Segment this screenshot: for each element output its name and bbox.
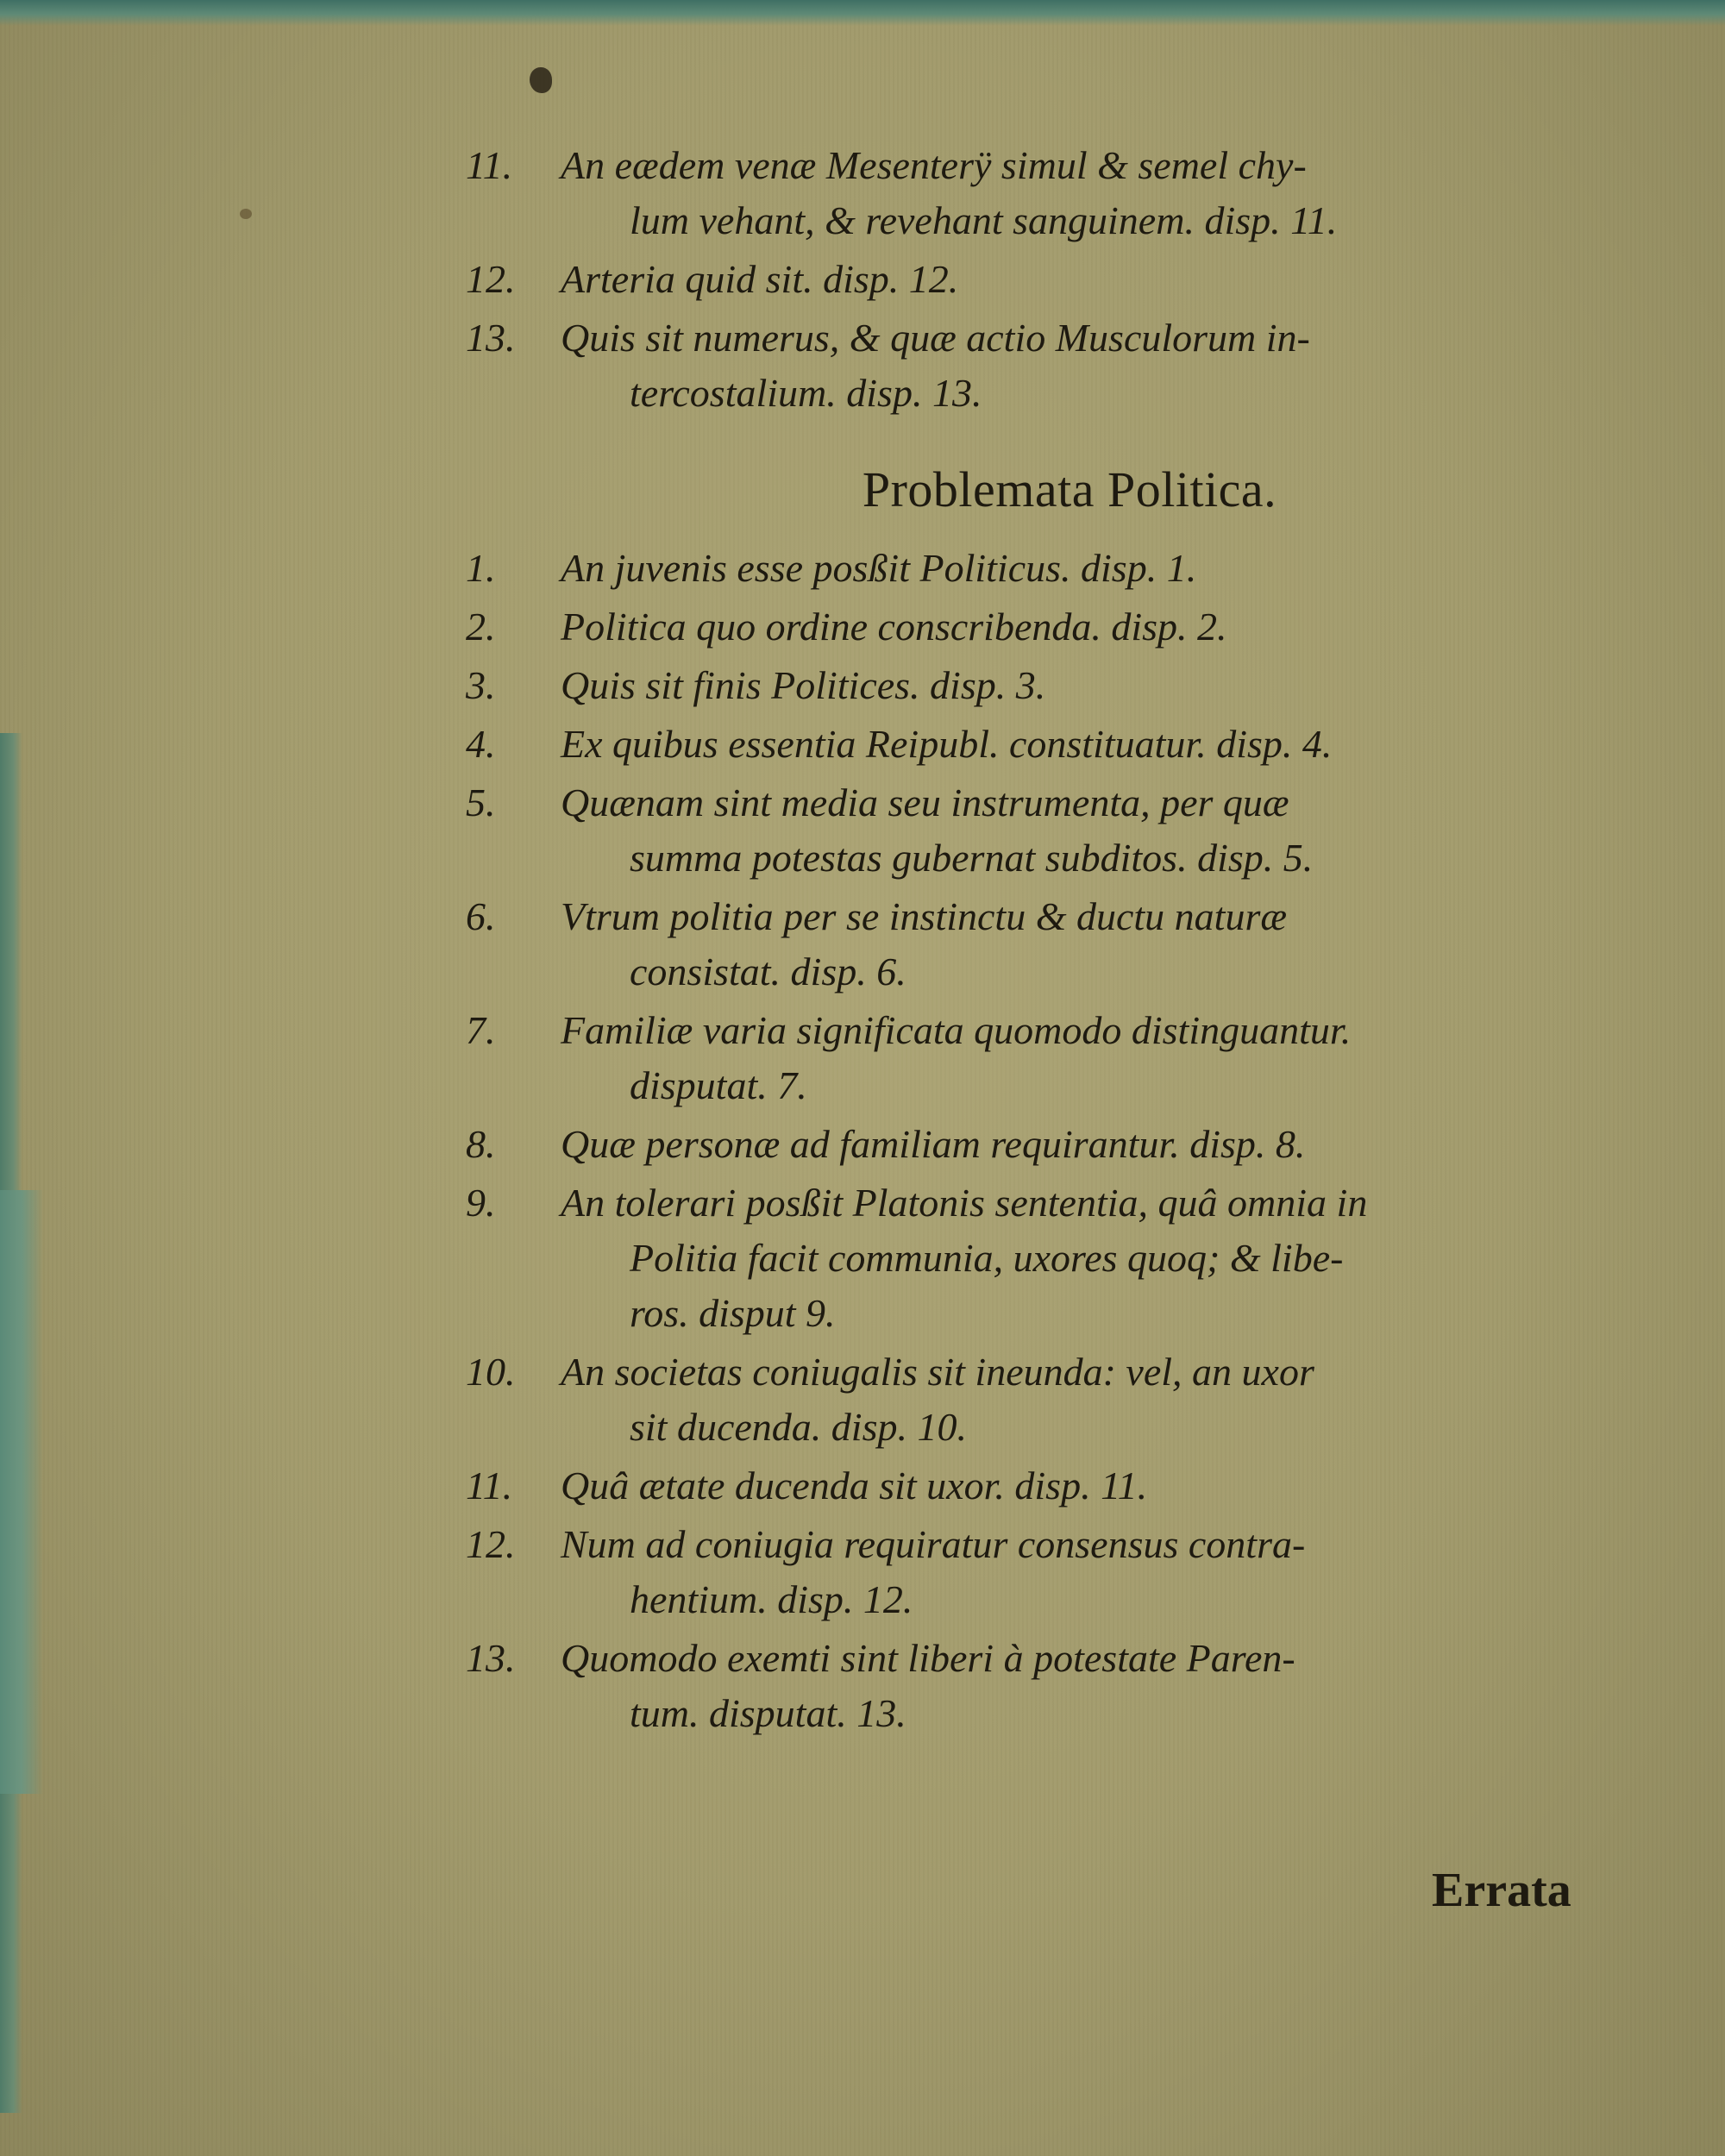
ink-spot — [240, 209, 252, 219]
item-text-line: Quænam sint media seu instrumenta, per quæ — [561, 780, 1289, 824]
item-text-line: An juvenis esse posßit Politicus. disp. 1. — [561, 546, 1197, 590]
item-number: 2. — [466, 605, 496, 649]
list-item — [466, 138, 1604, 248]
list-item — [466, 889, 1604, 1000]
page-edge-top — [0, 0, 1725, 26]
item-number: 7. — [466, 1008, 496, 1052]
item-text-continuation: tercostalium. disp. 13. — [630, 371, 982, 415]
item-number: 4. — [466, 722, 496, 766]
list-item — [466, 1344, 1604, 1455]
item-text-line: An tolerari posßit Platonis sententia, quâ omnia in — [561, 1181, 1368, 1225]
section-heading: Problemata Politica. — [862, 461, 1277, 517]
page-edge-left-stain — [0, 1190, 43, 1794]
list-item — [466, 1003, 1604, 1113]
item-number: 3. — [466, 663, 496, 707]
item-text-line: Politica quo ordine conscribenda. disp. 2. — [561, 605, 1227, 649]
item-number: 1. — [466, 546, 496, 590]
ink-blot — [530, 67, 552, 93]
item-number: 6. — [466, 894, 496, 938]
item-text-line: Num ad coniugia requiratur consensus contra- — [561, 1522, 1306, 1566]
item-number: 11. — [466, 1463, 513, 1507]
list-item — [466, 310, 1604, 421]
item-text-line: Familiæ varia significata quomodo distinguantur. — [561, 1008, 1352, 1052]
list-item — [466, 658, 1604, 713]
list-item — [466, 599, 1604, 655]
item-number: 9. — [466, 1181, 496, 1225]
item-text-continuation: sit ducenda. disp. 10. — [630, 1405, 967, 1449]
item-text-continuation: summa potestas gubernat subditos. disp. 5. — [630, 836, 1314, 880]
list-item — [466, 717, 1604, 772]
item-text-line: An societas coniugalis sit ineunda: vel, an uxor — [561, 1350, 1314, 1394]
item-text-line: Quæ personæ ad familiam requirantur. disp. 8. — [561, 1122, 1306, 1166]
item-text-line: Quis sit numerus, & quæ actio Musculorum in- — [561, 316, 1310, 360]
item-text-line: An eædem venæ Mesenterÿ simul & semel chy- — [561, 143, 1307, 187]
catchword: Errata — [1432, 1864, 1571, 1917]
item-text-continuation: Politia facit communia, uxores quoq; & libe- — [630, 1236, 1344, 1280]
item-number: 10. — [466, 1350, 516, 1394]
item-text-continuation: tum. disputat. 13. — [630, 1691, 906, 1735]
item-text-line: Quomodo exemti sint liberi à potestate Paren- — [561, 1636, 1295, 1680]
item-text-line: Ex quibus essentia Reipubl. constituatur. disp. 4. — [561, 722, 1333, 766]
item-number: 13. — [466, 1636, 516, 1680]
item-number: 11. — [466, 143, 513, 187]
item-number: 8. — [466, 1122, 496, 1166]
list-item — [466, 1175, 1604, 1341]
item-number: 5. — [466, 780, 496, 824]
list-item — [466, 775, 1604, 886]
item-text-continuation: hentium. disp. 12. — [630, 1577, 913, 1621]
item-text-line: Arteria quid sit. disp. 12. — [561, 257, 959, 301]
page-content — [466, 138, 1604, 1745]
list-item — [466, 541, 1604, 596]
list-item — [466, 1631, 1604, 1741]
item-text-continuation: ros. disput 9. — [630, 1291, 836, 1335]
item-number: 12. — [466, 257, 516, 301]
item-text-continuation: disputat. 7. — [630, 1063, 807, 1107]
item-number: 12. — [466, 1522, 516, 1566]
item-text-continuation: lum vehant, & revehant sanguinem. disp. 11. — [630, 198, 1338, 242]
item-text-continuation: consistat. disp. 6. — [630, 950, 906, 993]
list-item — [466, 1117, 1604, 1172]
item-text-line: Quâ ætate ducenda sit uxor. disp. 11. — [561, 1463, 1148, 1507]
item-number: 13. — [466, 316, 516, 360]
list-item — [466, 252, 1604, 307]
list-item — [466, 1517, 1604, 1627]
item-text-line: Vtrum politia per se instinctu & ductu naturæ — [561, 894, 1288, 938]
list-item — [466, 1458, 1604, 1514]
item-text-line: Quis sit finis Politices. disp. 3. — [561, 663, 1046, 707]
